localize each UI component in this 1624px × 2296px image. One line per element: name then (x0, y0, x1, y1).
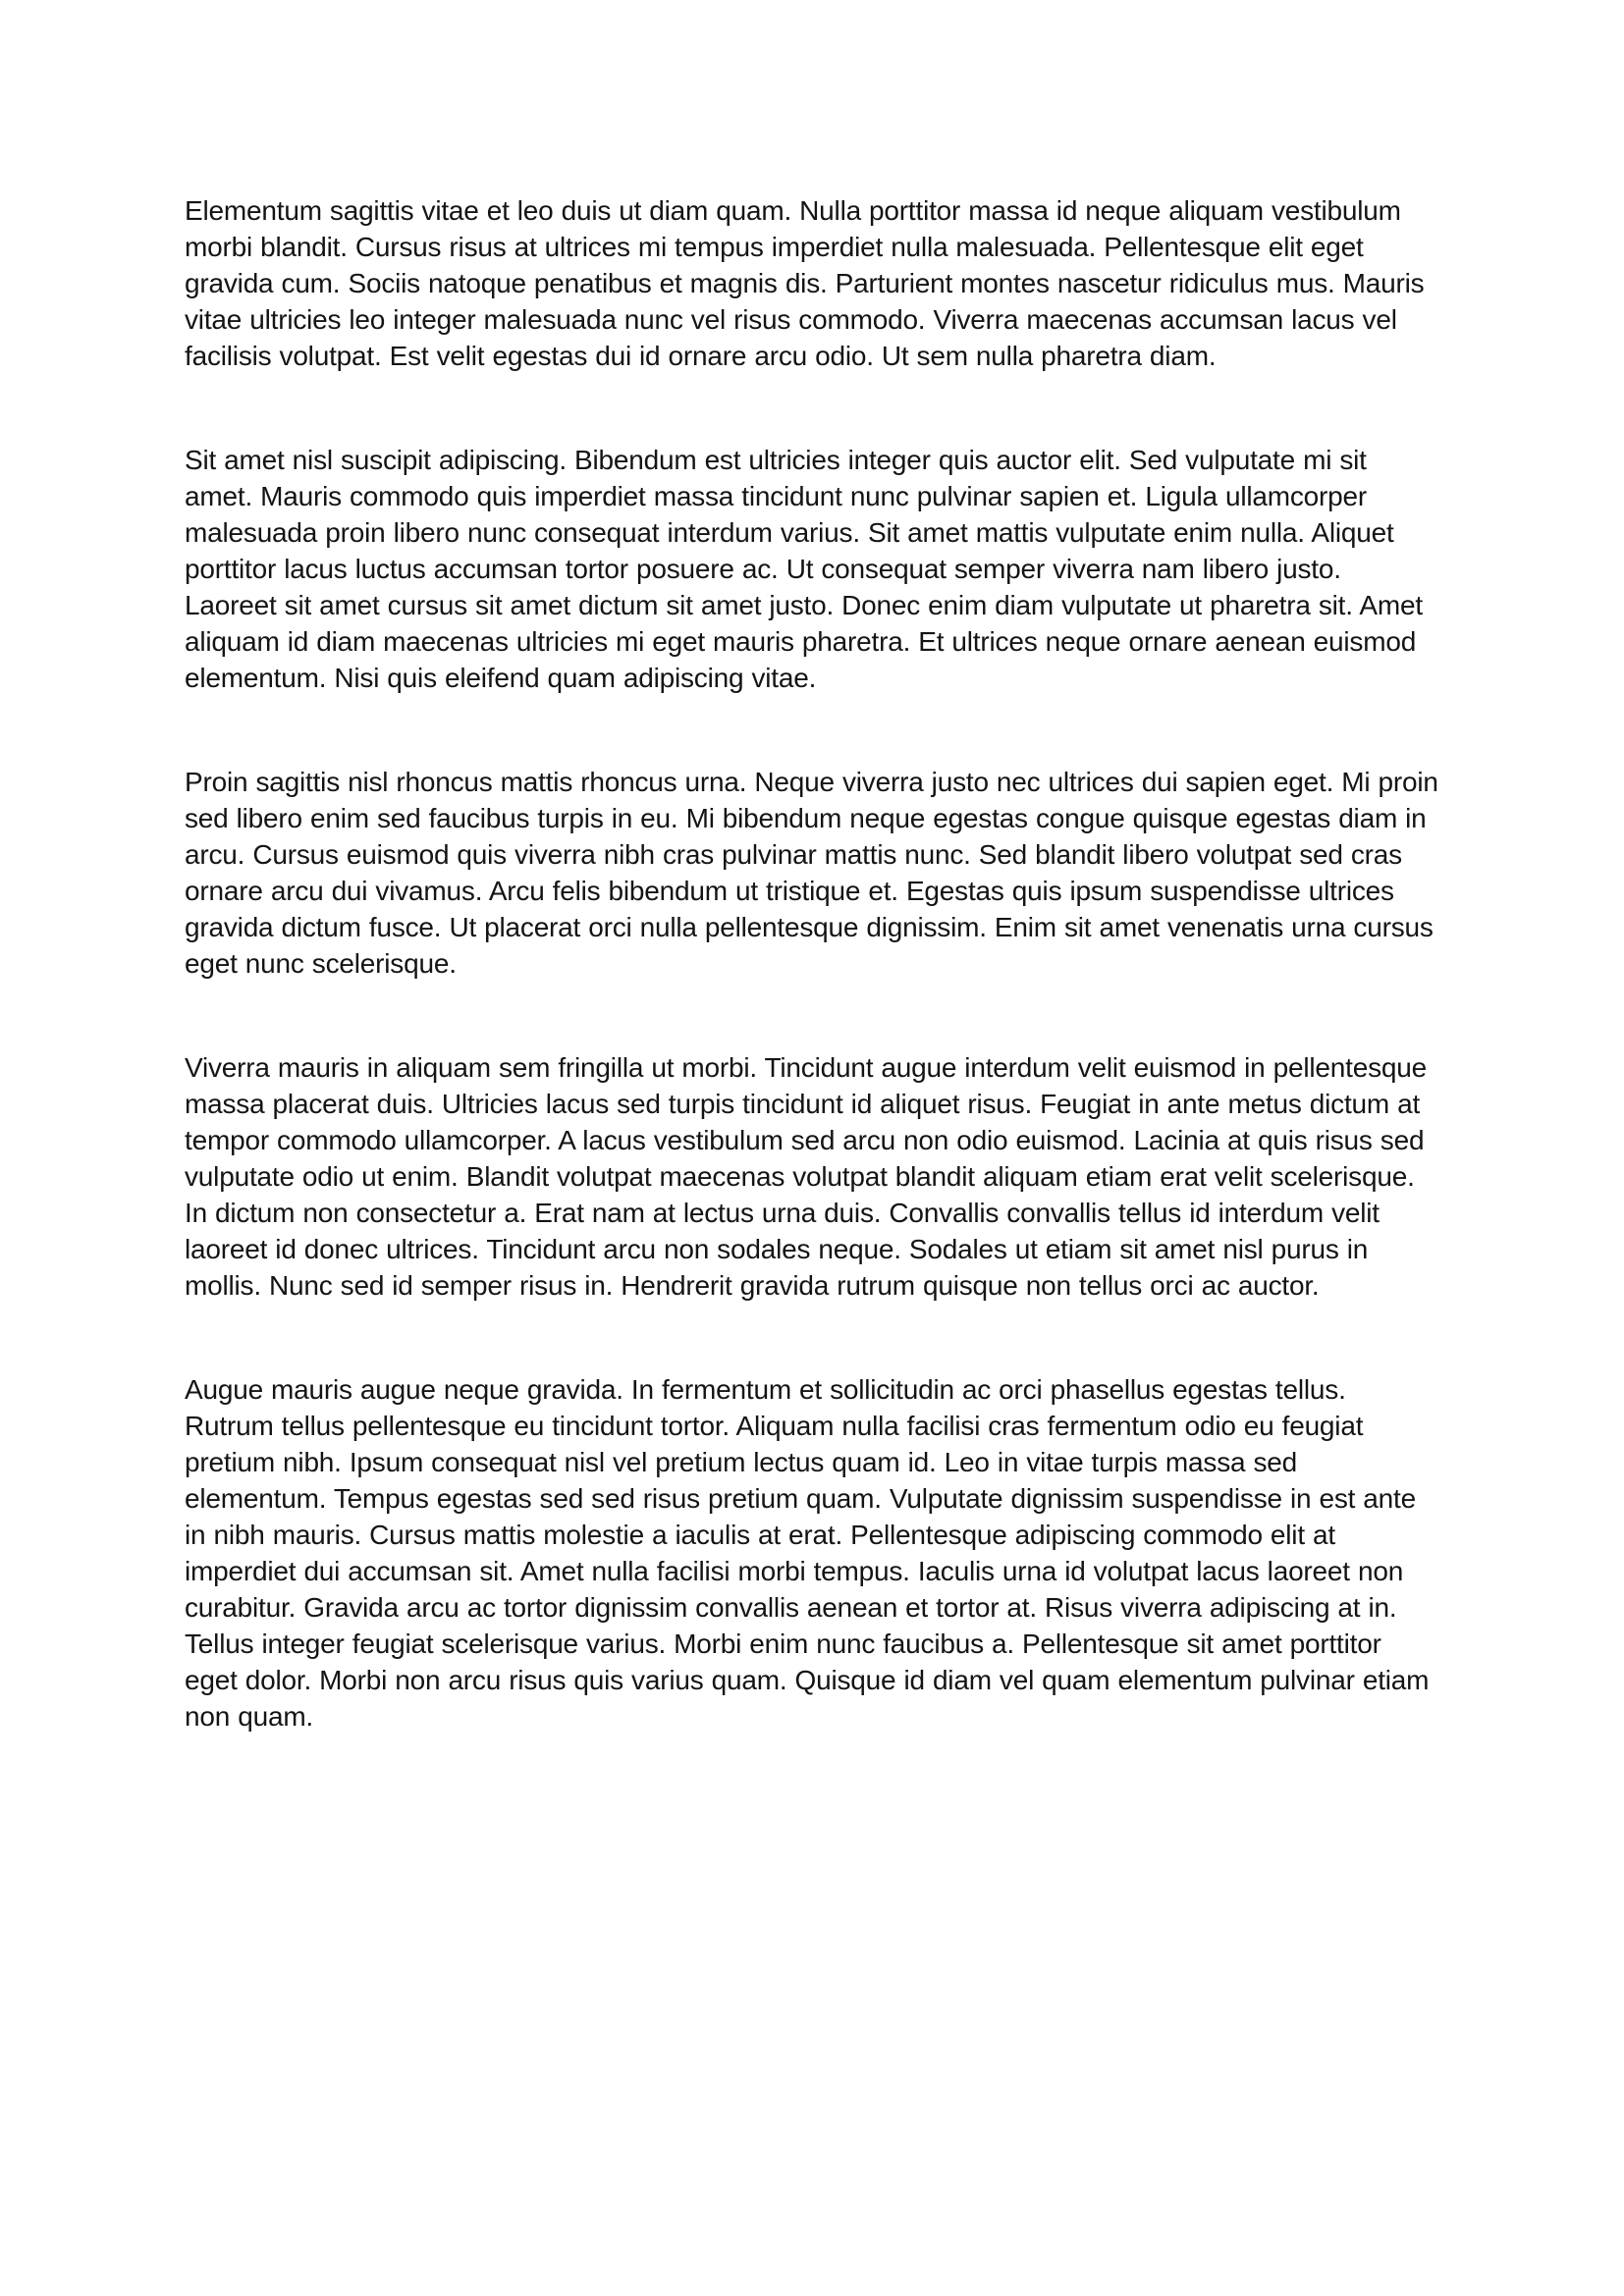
paragraph: Augue mauris augue neque gravida. In fermentum et sollicitudin ac orci phasellus egestas tellus. Rutrum tellus pellentesque eu tincidunt tortor. Aliquam nulla facilisi cras fermentum odio eu feugiat pretium nibh. Ipsum consequat nisl vel pretium lectus quam id. Leo in vitae turpis massa sed elementum. Tempus egestas sed sed risus pretium quam. Vulputate dignissim suspendisse in est ante in nibh mauris. Cursus mattis molestie a iaculis at erat. Pellentesque adipiscing commodo elit at imperdiet dui accumsan sit. Amet nulla facilisi morbi tempus. Iaculis urna id volutpat lacus laoreet non curabitur. Gravida arcu ac tortor dignissim convallis aenean et tortor at. Risus viverra adipiscing at in. Tellus integer feugiat scelerisque varius. Morbi enim nunc faucibus a. Pellentesque sit amet porttitor eget dolor. Morbi non arcu risus quis varius quam. Quisque id diam vel quam elementum pulvinar etiam non quam. (185, 1374, 1430, 1732)
paragraph: Viverra mauris in aliquam sem fringilla ut morbi. Tincidunt augue interdum velit euismod in pellentesque massa placerat duis. Ultricies lacus sed turpis tincidunt id aliquet risus. Feugiat in ante metus dictum at tempor commodo ullamcorper. A lacus vestibulum sed arcu non odio euismod. Lacinia at quis risus sed vulputate odio ut enim. Blandit volutpat maecenas volutpat blandit aliquam etiam erat velit scelerisque. In dictum non consectetur a. Erat nam at lectus urna duis. Convallis convallis tellus id interdum velit laoreet id donec ultrices. Tincidunt arcu non sodales neque. Sodales ut etiam sit amet nisl purus in mollis. Nunc sed id semper risus in. Hendrerit gravida rutrum quisque non tellus orci ac auctor. (185, 1052, 1427, 1301)
paragraph: Elementum sagittis vitae et leo duis ut diam quam. Nulla porttitor massa id neque aliquam vestibulum morbi blandit. Cursus risus at ultrices mi tempus imperdiet nulla malesuada. Pellentesque elit eget gravida cum. Sociis natoque penatibus et magnis dis. Parturient montes nascetur ridiculus mus. Mauris vitae ultricies leo integer malesuada nunc vel risus commodo. Viverra maecenas accumsan lacus vel facilisis volutpat. Est velit egestas dui id ornare arcu odio. Ut sem nulla pharetra diam. (185, 195, 1425, 371)
paragraph: Proin sagittis nisl rhoncus mattis rhoncus urna. Neque viverra justo nec ultrices dui sapien eget. Mi proin sed libero enim sed faucibus turpis in eu. Mi bibendum neque egestas congue quisque egestas diam in arcu. Cursus euismod quis viverra nibh cras pulvinar mattis nunc. Sed blandit libero volutpat sed cras ornare arcu dui vivamus. Arcu felis bibendum ut tristique et. Egestas quis ipsum suspendisse ultrices gravida dictum fusce. Ut placerat orci nulla pellentesque dignissim. Enim sit amet venenatis urna cursus eget nunc scelerisque. (185, 767, 1438, 979)
paragraph: Sit amet nisl suscipit adipiscing. Bibendum est ultricies integer quis auctor elit. Sed vulputate mi sit amet. Mauris commodo quis imperdiet massa tincidunt nunc pulvinar sapien et. Ligula ullamcorper malesuada proin libero nunc consequat interdum varius. Sit amet mattis vulputate enim nulla. Aliquet porttitor lacus luctus accumsan tortor posuere ac. Ut consequat semper viverra nam libero justo. Laoreet sit amet cursus sit amet dictum sit amet justo. Donec enim diam vulputate ut pharetra sit. Amet aliquam id diam maecenas ultricies mi eget mauris pharetra. Et ultrices neque ornare aenean euismod elementum. Nisi quis eleifend quam adipiscing vitae. (185, 445, 1423, 693)
